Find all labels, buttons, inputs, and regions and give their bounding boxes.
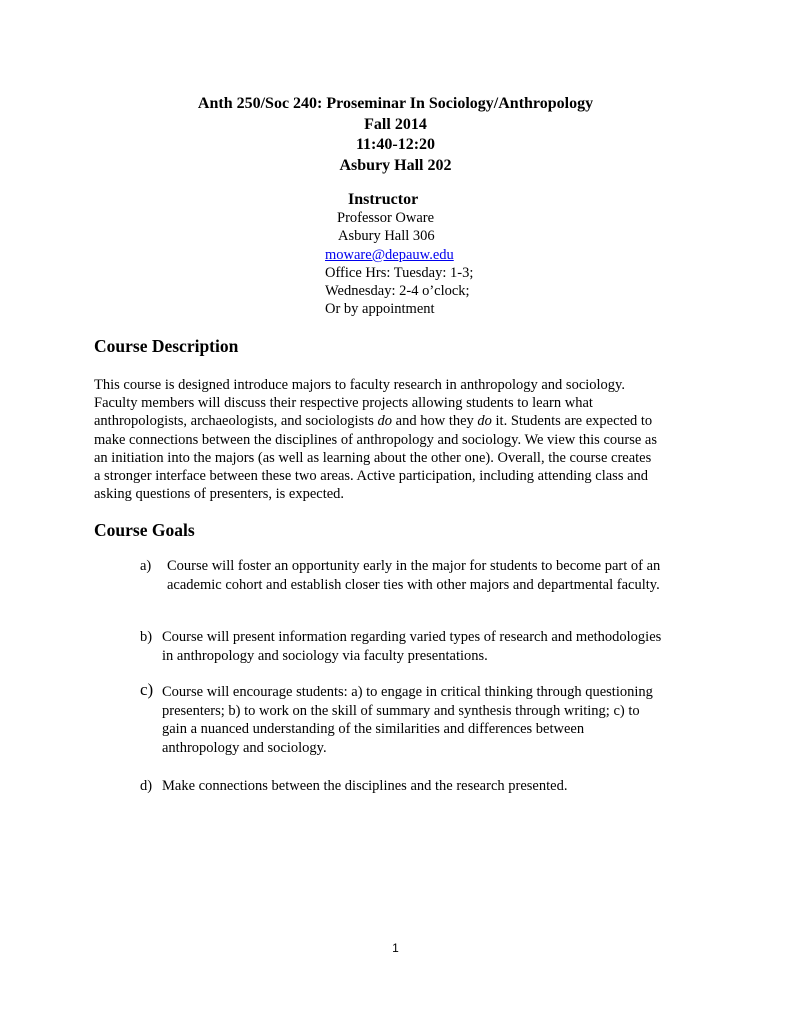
goal-text-line: Course will foster an opportunity early in the major for students to become part of an: [167, 558, 661, 574]
goal-marker: b): [140, 629, 153, 645]
course-description-paragraph: [94, 376, 714, 503]
paragraph-line: an initiation into the majors (as well as learning about the other one). Overall, the course creates: [94, 449, 652, 466]
goal-text-line: gain a nuanced understanding of the similarities and differences between: [162, 721, 585, 738]
goal-text-line: Course will present information regarding varied types of research and methodologies: [162, 629, 662, 645]
course-goals-heading: Course Goals: [94, 520, 195, 540]
course-time: 11:40-12:20: [355, 136, 436, 153]
office-hours-line: Or by appointment: [325, 301, 435, 318]
instructor-email-link[interactable]: moware@depauw.edu: [325, 246, 454, 263]
office-hours-line: Office Hrs: Tuesday: 1-3;: [325, 264, 474, 281]
paragraph-line: asking questions of presenters, is expected.: [94, 486, 345, 503]
paragraph-line: anthropologists, archaeologists, and sociologists do and how they do it. Students are expected to: [94, 413, 653, 430]
goal-marker: d): [140, 778, 153, 794]
goal-text-line: anthropology and sociology.: [162, 739, 327, 756]
instructor-office: Asbury Hall 306: [338, 228, 435, 245]
course-title: Anth 250/Soc 240: Proseminar In Sociology/Anthropology: [197, 95, 594, 112]
paragraph-line: Faculty members will discuss their respective projects allowing students to learn what: [94, 395, 593, 412]
goal-text-line: Make connections between the disciplines and the research presented.: [162, 778, 568, 794]
goal-marker: c): [140, 680, 154, 699]
instructor-heading: Instructor: [348, 191, 419, 208]
instructor-info: [325, 209, 473, 319]
office-hours-line: Wednesday: 2-4 o’clock;: [325, 283, 470, 300]
goal-text-line: Course will encourage students: a) to engage in critical thinking through questioning: [162, 684, 653, 700]
course-title-block: [0, 94, 791, 176]
goal-text-line: in anthropology and sociology via faculty presentations.: [162, 647, 488, 664]
course-term: Fall 2014: [364, 115, 427, 133]
paragraph-line: make connections between the disciplines of anthropology and sociology. We view this course as: [94, 431, 657, 448]
paragraph-line: a stronger interface between these two areas. Active participation, including attending class and: [94, 468, 649, 485]
goal-text-line: academic cohort and establish closer ties with other majors and departmental faculty.: [167, 576, 660, 593]
course-location: Asbury Hall 202: [339, 156, 452, 174]
instructor-name: Professor Oware: [337, 210, 435, 226]
paragraph-line: This course is designed introduce majors to faculty research in anthropology and sociology.: [94, 377, 625, 393]
goal-marker: a): [140, 558, 152, 574]
goal-text-line: presenters; b) to work on the skill of summary and synthesis through writing; c) to: [162, 702, 640, 719]
course-description-heading: Course Description: [94, 336, 239, 356]
page-number: 1: [392, 941, 399, 955]
